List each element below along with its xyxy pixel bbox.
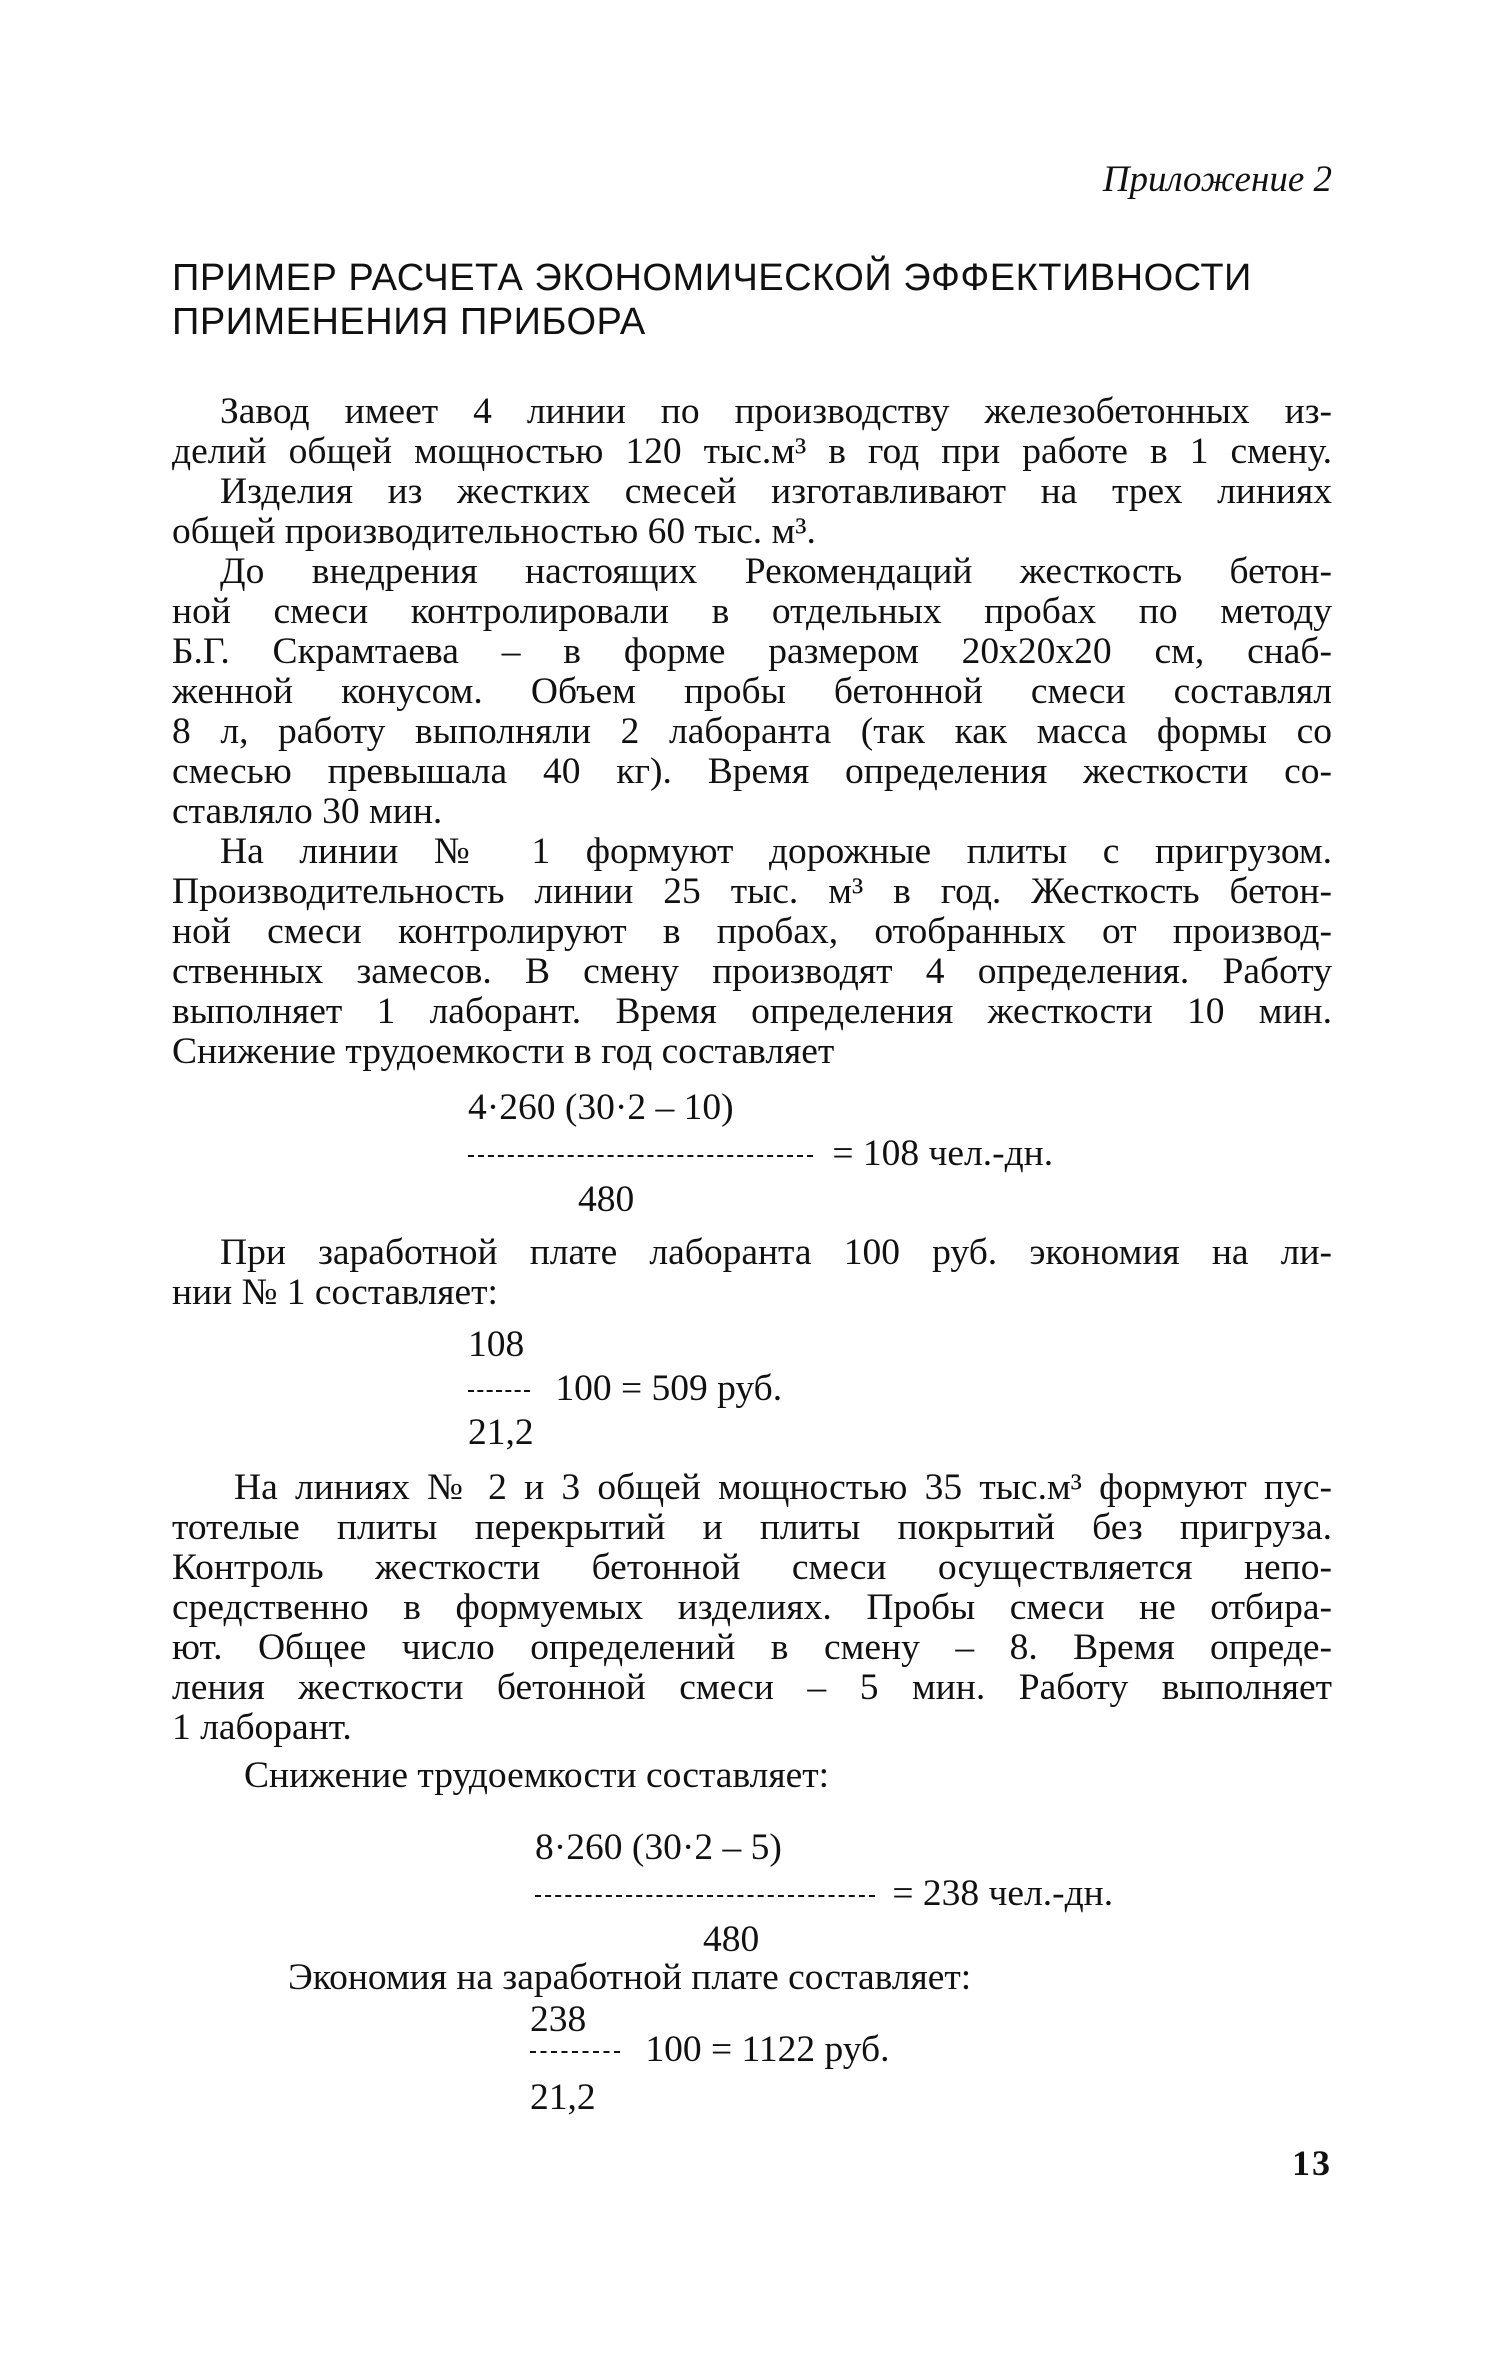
appendix-label: Приложение 2 [1102,159,1332,200]
formula-4-numerator: 238 [530,1999,587,2040]
formula-1-bar [468,1134,1053,1174]
page-number: 13 [1292,2143,1332,2183]
paragraph-3-line-7: ставляло 30 мин. [172,791,443,832]
formula-1-numerator: 4·260 (30·2 – 10) [468,1087,734,1128]
paragraph-6-line-6: ления жесткости бетонной смеси – 5 мин. Работу выполняет [172,1667,1332,1708]
paragraph-6-line-5: ют. Общее число определений в смену – 8. Время опреде- [172,1627,1332,1668]
formula-1-fraction-line [468,1155,813,1157]
paragraph-4-line-5: выполняет 1 лаборант. Время определения жесткости 10 мин. [172,991,1332,1032]
formula-3 [535,1828,1175,1968]
formula-2-denominator: 21,2 [468,1412,534,1453]
paragraph-5-line-1: При заработной плате лаборанта 100 руб. экономия на ли- [220,1232,1332,1273]
paragraph-5-line-2: нии № 1 составляет: [172,1272,498,1313]
paragraph-4-line-4: ственных замесов. В смену производят 4 определения. Работу [172,951,1332,992]
paragraph-6-line-7: 1 лаборант. [172,1707,352,1748]
paragraph-8-line-1: Экономия на заработной плате составляет: [288,1957,972,1998]
formula-2 [468,1325,968,1455]
paragraph-4-line-1: На линии № 1 формуют дорожные плиты с пригрузом. [220,831,1332,872]
paragraph-6-line-1: На линиях № 2 и 3 общей мощностью 35 тыс.м³ формуют пус- [234,1467,1332,1508]
formula-4 [530,2000,1030,2130]
paragraph-2-line-1: Изделия из жестких смесей изготавливают на трех линиях [220,471,1332,512]
paragraph-3-line-1: До внедрения настоящих Рекомендаций жесткость бетон- [220,551,1332,592]
formula-1-result: = 108 чел.-дн. [832,1133,1054,1174]
formula-2-result: 100 = 509 руб. [555,1368,783,1409]
formula-3-result: = 238 чел.-дн. [892,1873,1114,1914]
paragraph-4-line-2: Производительность линии 25 тыс. м³ в год. Жесткость бетон- [172,871,1332,912]
paragraph-3-line-6: смесью превышала 40 кг). Время определения жесткости со- [172,751,1332,792]
paragraph-4-line-6: Снижение трудоемкости в год составляет [172,1031,835,1072]
paragraph-7-line-1: Снижение трудоемкости составляет: [244,1755,830,1796]
paragraph-1-line-2: делий общей мощностью 120 тыс.м³ в год при работе в 1 смену. [172,431,1332,472]
formula-3-denominator: 480 [703,1919,760,1960]
paragraph-2-line-2: общей производительностью 60 тыс. м³. [172,511,816,552]
page-title [172,256,1332,344]
formula-4-result: 100 = 1122 руб. [645,2029,890,2070]
formula-3-bar [535,1874,1113,1914]
formula-1-denominator: 480 [578,1179,635,1220]
paragraph-3-line-3: Б.Г. Скрамтаева – в форме размером 20х20х20 см, снаб- [172,631,1332,672]
paragraph-3-line-5: 8 л, работу выполняли 2 лаборанта (так как масса формы со [172,711,1332,752]
paragraph-4-line-3: ной смеси контролируют в пробах, отобранных от производ- [172,911,1332,952]
paragraph-6-line-3: Контроль жесткости бетонной смеси осуществляется непо- [172,1547,1332,1588]
formula-4-denominator: 21,2 [530,2077,596,2118]
paragraph-6-line-4: средственно в формуемых изделиях. Пробы смеси не отбира- [172,1587,1332,1628]
paragraph-3-line-2: ной смеси контролировали в отдельных пробах по методу [172,591,1332,632]
title-line-2: ПРИМЕНЕНИЯ ПРИБОРА [172,301,646,343]
paragraph-1-line-1: Завод имеет 4 линии по производству железобетонных из- [220,391,1332,432]
paragraph-3-line-4: женной конусом. Объем пробы бетонной смеси составлял [172,671,1332,712]
formula-1 [468,1088,1108,1228]
formula-4-bar [530,2030,889,2070]
formula-4-fraction-line [530,2051,620,2053]
title-line-1: ПРИМЕР РАСЧЕТА ЭКОНОМИЧЕСКОЙ ЭФФЕКТИВНОСТИ [172,257,1252,299]
formula-3-fraction-line [535,1895,875,1897]
paragraph-6-line-2: тотелые плиты перекрытий и плиты покрытий без пригруза. [172,1507,1332,1548]
formula-2-numerator: 108 [468,1324,525,1365]
formula-3-numerator: 8·260 (30·2 – 5) [535,1827,782,1868]
formula-2-bar [468,1369,782,1409]
formula-2-fraction-line [468,1390,530,1392]
